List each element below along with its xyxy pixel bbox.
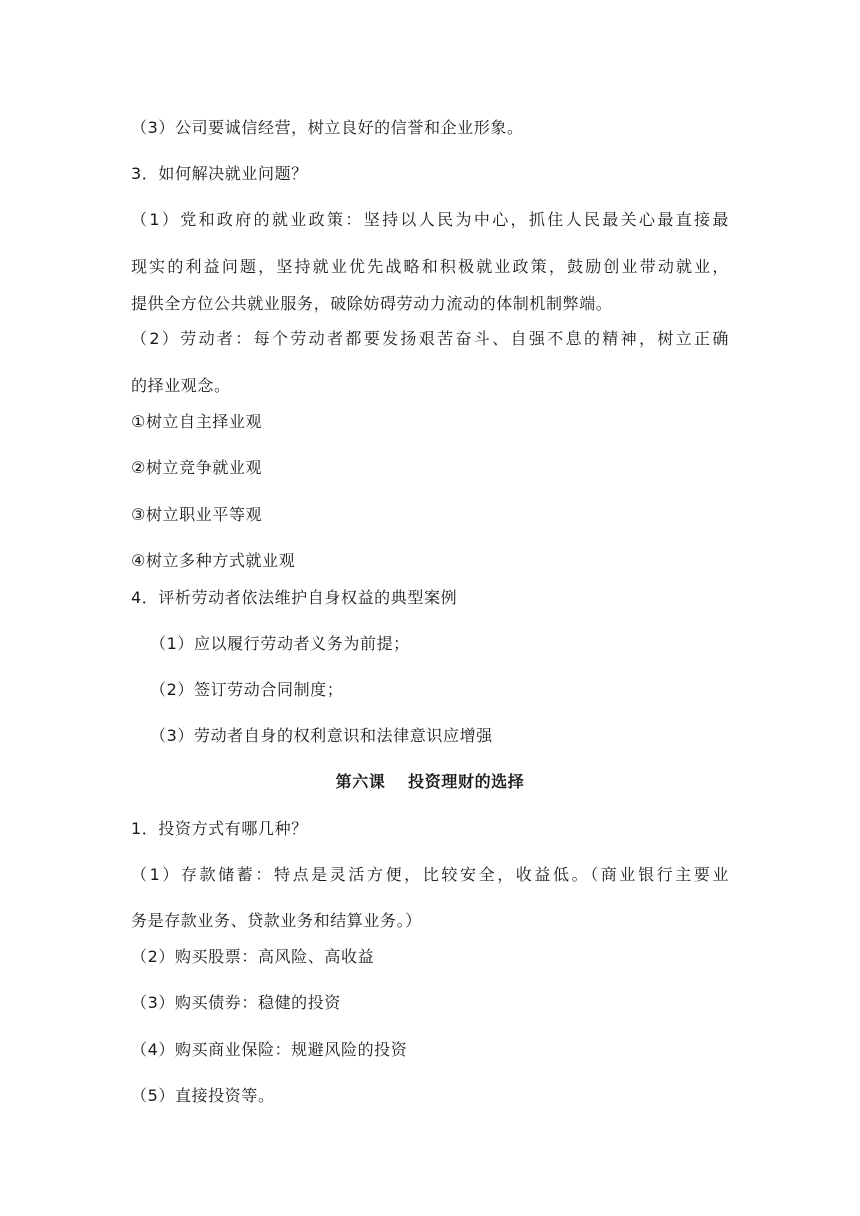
list-item: （2）购买股票：高风险、高收益 <box>131 947 375 966</box>
list-item: （3）劳动者自身的权利意识和法律意识应增强 <box>150 726 493 745</box>
text-line: （2）劳动者：每个劳动者都要发扬艰苦奋斗、自强不息的精神，树立正确 <box>131 329 729 348</box>
list-item: ②树立竞争就业观 <box>131 458 263 477</box>
lesson-title: 第六课 投资理财的选择 <box>335 772 525 791</box>
section-heading: 4．评析劳动者依法维护自身权益的典型案例 <box>131 588 458 607</box>
text-line: 现实的利益问题，坚持就业优先战略和积极就业政策，鼓励创业带动就业， <box>131 257 729 276</box>
text-line: 务是存款业务、贷款业务和结算业务。） <box>131 911 422 930</box>
list-item: （3）购买债券：稳健的投资 <box>131 993 341 1012</box>
list-item: （1）应以履行劳动者义务为前提； <box>150 634 410 653</box>
section-heading: 1．投资方式有哪几种？ <box>131 819 308 838</box>
text-line: 提供全方位公共就业服务，破除妨碍劳动力流动的体制机制弊端。 <box>131 294 613 313</box>
text-line: （3）公司要诚信经营，树立良好的信誉和企业形象。 <box>131 118 524 137</box>
list-item: ④树立多种方式就业观 <box>131 551 296 570</box>
section-heading: 3．如何解决就业问题？ <box>131 164 308 183</box>
list-item: （5）直接投资等。 <box>131 1086 275 1105</box>
list-item: （2）签订劳动合同制度； <box>150 680 344 699</box>
list-item: （4）购买商业保险：规避风险的投资 <box>131 1040 408 1059</box>
text-line: 的择业观念。 <box>131 376 231 395</box>
text-line: （1）党和政府的就业政策：坚持以人民为中心，抓住人民最关心最直接最 <box>131 210 729 229</box>
list-item: ③树立职业平等观 <box>131 505 263 524</box>
list-item: ①树立自主择业观 <box>131 412 263 431</box>
text-line: （1）存款储蓄：特点是灵活方便，比较安全，收益低。（商业银行主要业 <box>131 865 729 884</box>
